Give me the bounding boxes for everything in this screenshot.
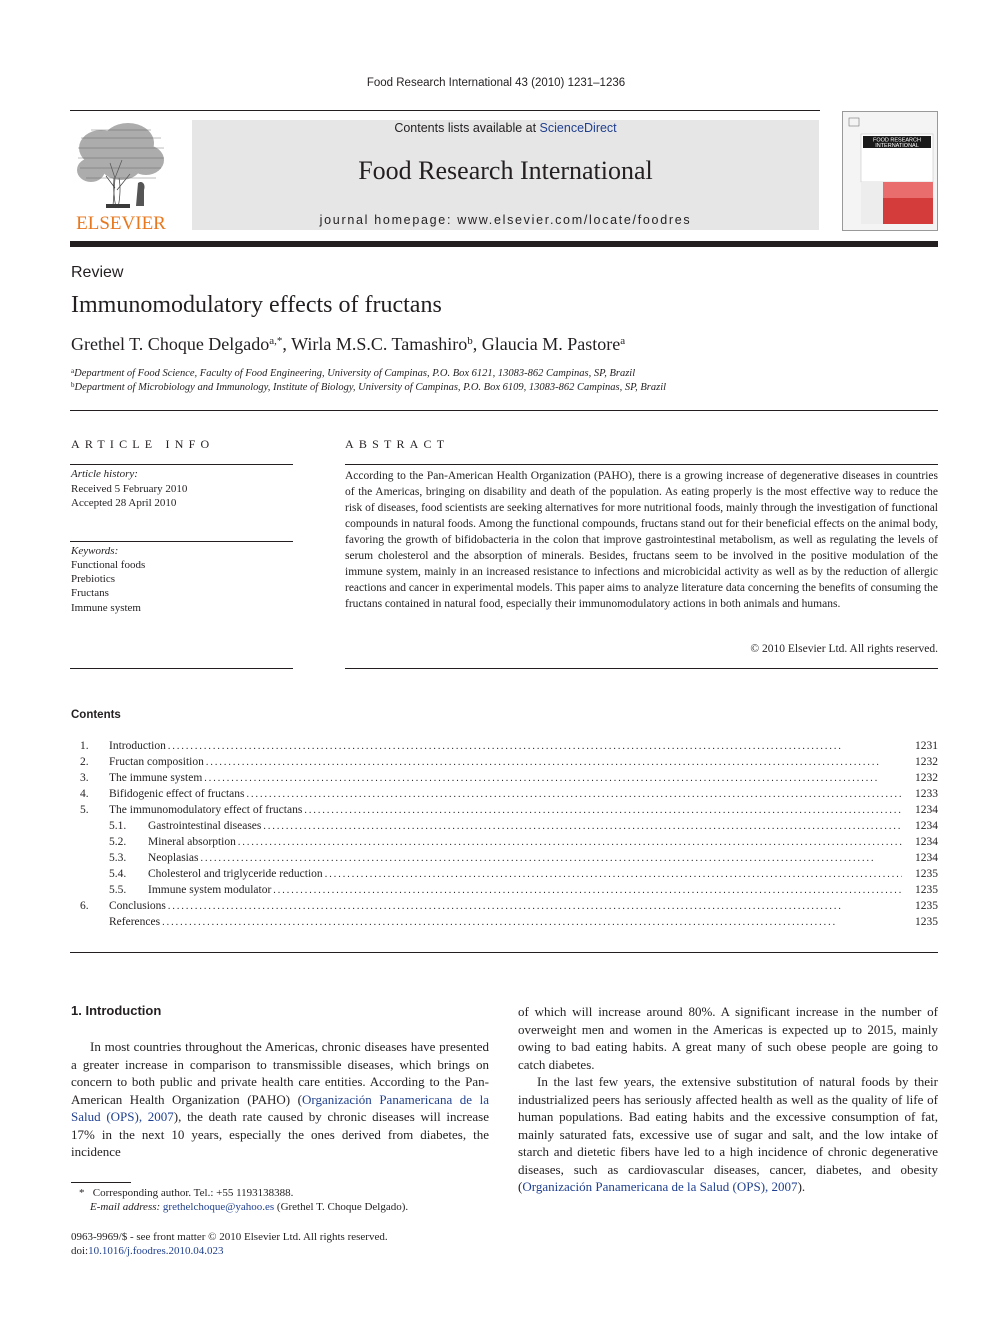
toc-page: 1231 bbox=[915, 740, 938, 752]
elsevier-logo[interactable] bbox=[66, 118, 176, 233]
toc-page: 1232 bbox=[915, 756, 938, 768]
toc-number: 3. bbox=[80, 772, 89, 784]
toc-label: Mineral absorption bbox=[148, 836, 236, 848]
toc-label: Gastrointestinal diseases bbox=[148, 820, 262, 832]
author-separator: , bbox=[472, 334, 482, 354]
toc-label: References bbox=[109, 916, 161, 928]
toc-page: 1235 bbox=[915, 916, 938, 928]
toc-label: The immune system bbox=[109, 772, 203, 784]
cover-image bbox=[843, 112, 937, 230]
article-info-rule bbox=[70, 464, 293, 465]
footnote-text: Corresponding author. Tel.: +55 1193138388. bbox=[92, 1187, 294, 1199]
author-name[interactable]: Grethel T. Choque Delgado bbox=[71, 334, 270, 354]
toc-page: 1235 bbox=[915, 900, 938, 912]
received-date: Received 5 February 2010 bbox=[71, 483, 188, 495]
affiliation bbox=[71, 381, 666, 393]
toc-entry[interactable] bbox=[71, 756, 938, 772]
toc-label: Neoplasias bbox=[148, 852, 199, 864]
contents-rule bbox=[70, 952, 938, 953]
section-heading: 1. Introduction bbox=[71, 1003, 162, 1018]
toc-entry[interactable] bbox=[71, 804, 938, 820]
journal-homepage[interactable]: journal homepage: www.elsevier.com/locate/foodres bbox=[319, 213, 692, 227]
body-paragraph: of which will increase around 80%. A significant increase in the number of overweight men and women in the Americas is expected up to 2015, mainly owing to bad eating habits. A great many of such obese people are going to catch diabetes. bbox=[518, 1004, 938, 1072]
toc-entry[interactable] bbox=[71, 900, 938, 916]
header-rule bbox=[70, 110, 820, 111]
toc-number: 6. bbox=[80, 900, 89, 912]
toc-number: 5.3. bbox=[109, 852, 127, 864]
author-list bbox=[71, 334, 625, 355]
journal-cover-thumbnail[interactable] bbox=[842, 111, 938, 231]
toc-label: Introduction bbox=[109, 740, 166, 752]
keyword: Prebiotics bbox=[71, 573, 115, 585]
toc-number: 1. bbox=[80, 740, 89, 752]
toc-number: 2. bbox=[80, 756, 89, 768]
toc-page: 1234 bbox=[915, 820, 938, 832]
citation-link[interactable]: Organización Panamericana de la Salud (OPS), 2007 bbox=[71, 1091, 489, 1124]
keyword: Immune system bbox=[71, 602, 141, 614]
author-separator: , bbox=[282, 334, 292, 354]
toc-page: 1235 bbox=[915, 868, 938, 880]
footnote-rule bbox=[71, 1182, 131, 1183]
keyword: Fructans bbox=[71, 587, 109, 599]
abstract-text: According to the Pan-American Health Organization (PAHO), there is a growing increase of degenerative diseases in countries of the Americas, bringing on disability and death of the population. As eating properly is the most effective way to reduce the risk of diseases, food scientists are seeking alternatives for more nutritional foods, mainly through the investigation of functional compounds in natural foods. Among the functional compounds, fructans stand out for their beneficial effects on the animal body, favoring the growth of bifidobacteria in the colon that improve gastrointestinal metabolism, as well as regulating the levels of serum cholesterol and the absorption of minerals. Besides, fructans seem to be involved in the positive modulation of the immune system, mainly in an increased resistance to infections and microbicidal activity as well as by the reduction of allergic reactions and cancer in experimental models. This paper aims to analyze literature data concerning the benefits of consuming the fructans contained in natural food, especially their immunomodulatory actions in both animals and humans. bbox=[345, 470, 938, 610]
article-title: Immunomodulatory effects of fructans bbox=[71, 292, 442, 318]
toc-page: 1234 bbox=[915, 804, 938, 816]
affiliation-text: Department of Microbiology and Immunology, Institute of Biology, University of Campinas, P.O. Box 6109, 13083-862 Campinas, SP, Brazil bbox=[74, 382, 667, 393]
body-paragraph bbox=[518, 1073, 938, 1196]
abstract-heading: ABSTRACT bbox=[345, 437, 450, 451]
toc-subentry[interactable] bbox=[71, 820, 938, 836]
body-paragraph bbox=[71, 1038, 489, 1161]
keywords-label: Keywords: bbox=[71, 545, 119, 557]
footnote-corresponding bbox=[79, 1187, 293, 1199]
affiliation-rule bbox=[70, 410, 938, 411]
doi-link[interactable]: 10.1016/j.foodres.2010.04.023 bbox=[88, 1245, 224, 1257]
author-affiliation-mark[interactable]: a,* bbox=[269, 335, 283, 347]
toc-label: Cholesterol and triglyceride reduction bbox=[148, 868, 323, 880]
doi-line bbox=[71, 1245, 223, 1257]
toc-number: 5.5. bbox=[109, 884, 127, 896]
toc-label: Conclusions bbox=[109, 900, 166, 912]
cover-title-line1: FOOD RESEARCH bbox=[873, 137, 921, 144]
elsevier-tree-icon bbox=[66, 118, 176, 233]
cover-title-line2: INTERNATIONAL bbox=[875, 143, 919, 149]
toc-number: 5. bbox=[80, 804, 89, 816]
author-affiliation-mark[interactable]: b bbox=[467, 335, 473, 347]
journal-citation: Food Research International 43 (2010) 1231–1236 bbox=[366, 77, 626, 89]
toc-entry[interactable] bbox=[71, 772, 938, 788]
article-type: Review bbox=[71, 264, 124, 281]
toc-page: 1233 bbox=[915, 788, 938, 800]
footnote-star: * bbox=[79, 1187, 85, 1199]
toc-entry[interactable] bbox=[71, 788, 938, 804]
accepted-date: Accepted 28 April 2010 bbox=[71, 497, 177, 509]
elsevier-wordmark: ELSEVIER bbox=[76, 213, 166, 233]
toc-subentry[interactable] bbox=[71, 868, 938, 884]
paragraph-text: ), the death rate caused by chronic diseases will increase 17% in the next 10 years, especially the ones derived from diabetes, the incidence bbox=[71, 1109, 489, 1159]
affiliation-text: Department of Food Science, Faculty of Food Engineering, University of Campinas, P.O. Box 6121, 13083-862 Campinas, SP, Brazil bbox=[74, 368, 636, 379]
header-thick-rule bbox=[70, 241, 938, 247]
paragraph-text: In most countries throughout the Americas, chronic diseases have presented a greater increase in comparison to transmissible diseases, which brings on concern to both public and private health care entities. According to the Pan-American Health Organization (PAHO) ( bbox=[71, 1039, 489, 1107]
paragraph-text: In the last few years, the extensive substitution of natural foods by their industrialized peers has seriously affected health as well as the quality of life of human populations. Bad eating habits and the excessive consumption of fat, mainly saturated fats, excessive use of sugar and salt, and the low intake of starch and dietetic fibers have led to a high incidence of chronic degenerative diseases, such as cardiovascular diseases, cancer, diabetes, and obesity ( bbox=[518, 1074, 938, 1194]
toc-entry[interactable] bbox=[71, 916, 938, 932]
affiliation bbox=[71, 367, 635, 379]
email-link[interactable]: grethelchoque@yahoo.es bbox=[162, 1201, 275, 1213]
citation-link[interactable]: Organización Panamericana de la Salud (OPS), 2007 bbox=[522, 1179, 798, 1194]
paragraph-text: ). bbox=[797, 1179, 806, 1194]
footnote-text: (Grethel T. Choque Delgado). bbox=[274, 1201, 409, 1213]
affiliation-mark: a bbox=[71, 367, 75, 375]
article-info-rule bbox=[70, 541, 293, 542]
toc-subentry[interactable] bbox=[71, 852, 938, 868]
toc-label: Bifidogenic effect of fructans bbox=[109, 788, 245, 800]
toc-number: 5.1. bbox=[109, 820, 127, 832]
abstract-rule bbox=[345, 668, 938, 669]
sciencedirect-link[interactable]: ScienceDirect bbox=[539, 121, 617, 135]
contents-prefix: Contents lists available at bbox=[394, 121, 540, 135]
toc-number: 4. bbox=[80, 788, 89, 800]
toc-label: Fructan composition bbox=[109, 756, 204, 768]
article-info-heading: ARTICLE INFO bbox=[71, 437, 215, 451]
history-label: Article history: bbox=[71, 468, 138, 480]
issn-line: 0963-9969/$ - see front matter © 2010 Elsevier Ltd. All rights reserved. bbox=[71, 1231, 388, 1243]
toc-subentry[interactable] bbox=[71, 884, 938, 900]
toc-page: 1234 bbox=[915, 836, 938, 848]
contents-availability bbox=[192, 121, 819, 135]
abstract-rule bbox=[345, 464, 938, 465]
toc-number: 5.2. bbox=[109, 836, 127, 848]
toc-page: 1234 bbox=[915, 852, 938, 864]
toc-subentry[interactable] bbox=[71, 836, 938, 852]
toc-number: 5.4. bbox=[109, 868, 127, 880]
toc-page: 1232 bbox=[915, 772, 938, 784]
toc-label: The immunomodulatory effect of fructans bbox=[109, 804, 303, 816]
keyword: Functional foods bbox=[71, 559, 146, 571]
email-label: E-mail address: bbox=[90, 1201, 161, 1213]
article-info-rule bbox=[70, 668, 293, 669]
journal-name[interactable]: Food Research International bbox=[358, 156, 653, 185]
doi-label: doi: bbox=[71, 1245, 89, 1257]
author-name[interactable]: Glaucia M. Pastore bbox=[481, 334, 621, 354]
toc-page: 1235 bbox=[915, 884, 938, 896]
abstract-copyright: © 2010 Elsevier Ltd. All rights reserved. bbox=[750, 643, 938, 655]
toc-label: Immune system modulator bbox=[148, 884, 272, 896]
author-affiliation-mark[interactable]: a bbox=[620, 335, 626, 347]
toc-entry[interactable] bbox=[71, 740, 938, 756]
author-name[interactable]: Wirla M.S.C. Tamashiro bbox=[291, 334, 468, 354]
contents-heading: Contents bbox=[71, 709, 121, 721]
footnote-email bbox=[90, 1201, 408, 1213]
affiliation-mark: b bbox=[71, 381, 75, 389]
